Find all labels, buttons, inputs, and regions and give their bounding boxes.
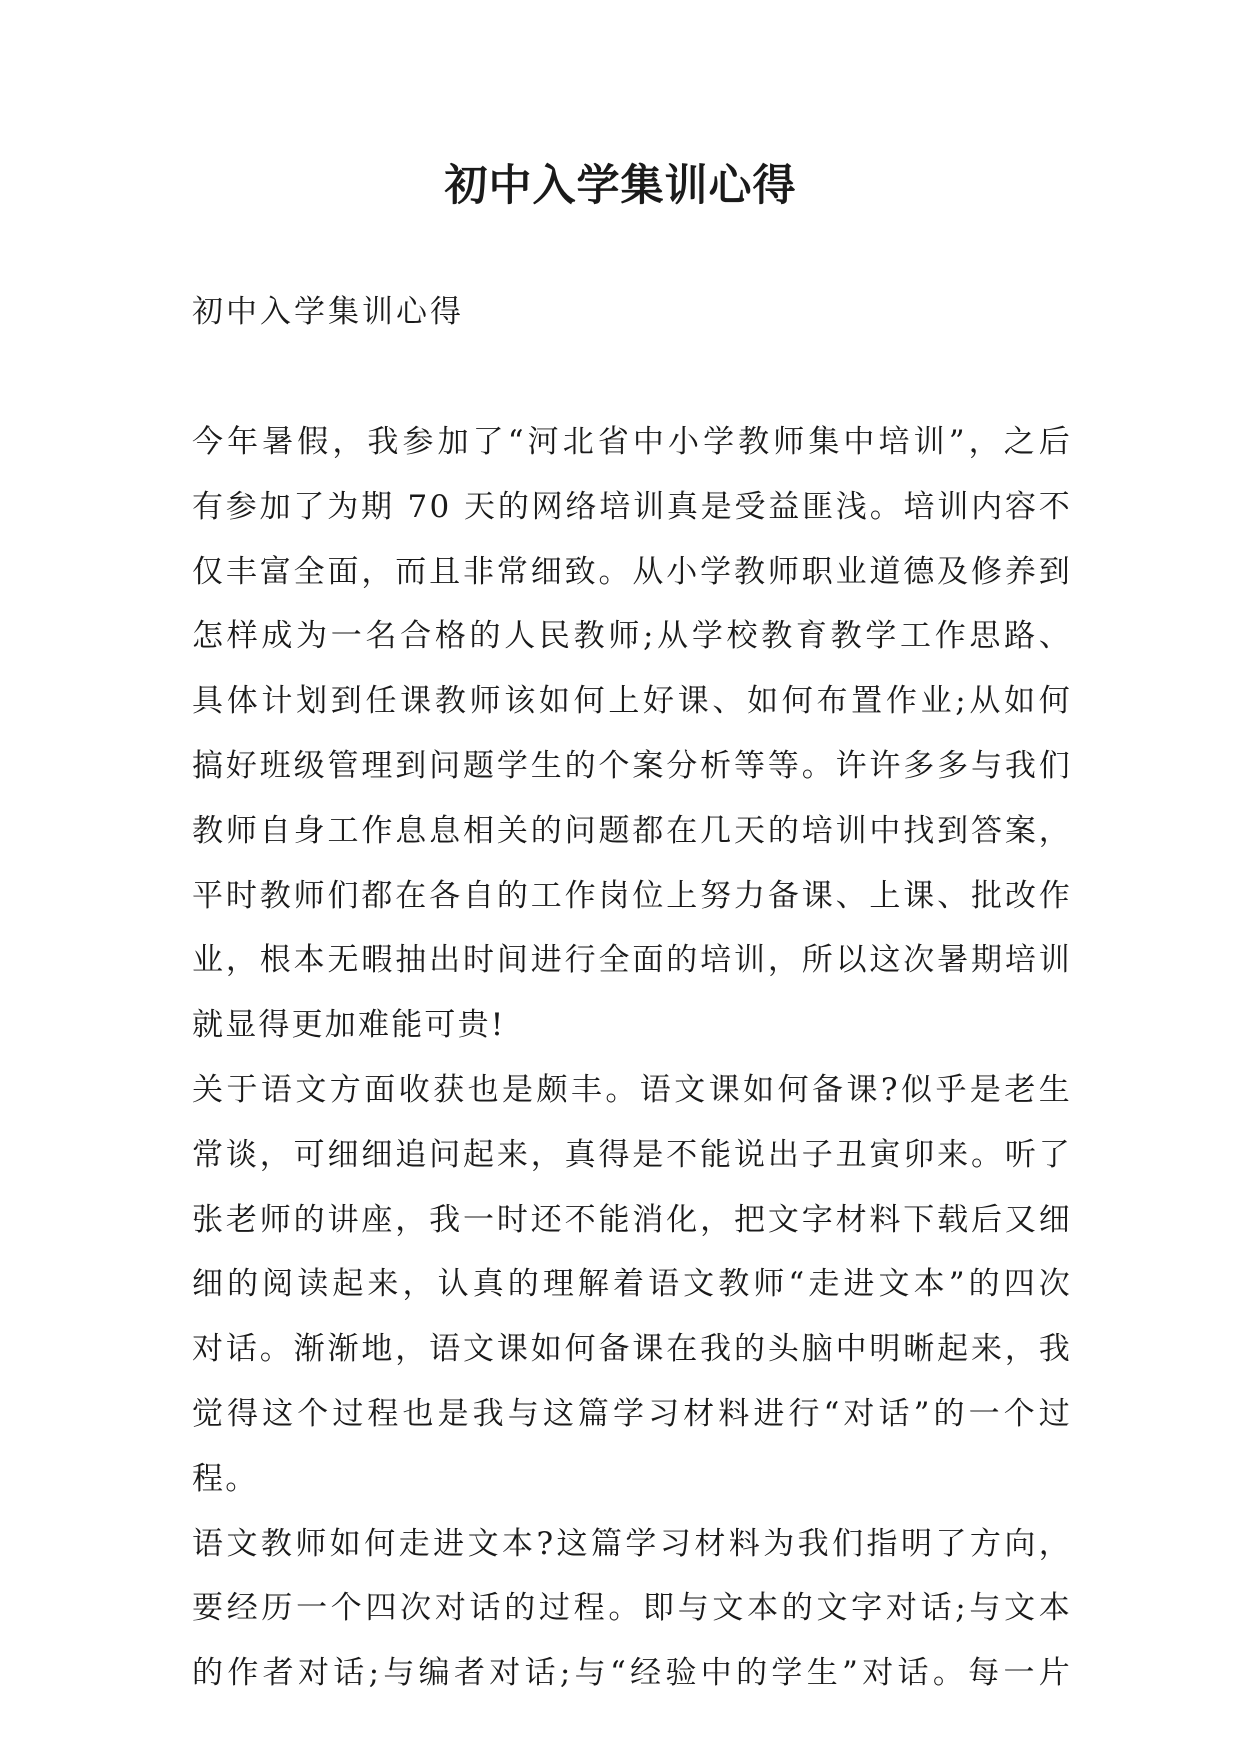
body-line: 仅丰富全面，而且非常细致。从小学教师职业道德及修养到 — [192, 553, 1072, 590]
document-body — [192, 410, 1072, 1706]
body-line: 对话。渐渐地，语文课如何备课在我的头脑中明晰起来，我 — [192, 1331, 1072, 1368]
body-line: 关于语文方面收获也是颇丰。语文课如何备课?似乎是老生 — [192, 1071, 1072, 1108]
document-title: 初中入学集训心得 — [444, 161, 797, 211]
body-line: 的作者对话;与编者对话;与“经验中的学生”对话。每一片 — [192, 1655, 1072, 1692]
body-line: 教师自身工作息息相关的问题都在几天的培训中找到答案， — [192, 812, 1072, 849]
body-line: 今年暑假，我参加了“河北省中小学教师集中培训”，之后 — [192, 424, 1072, 460]
body-line: 细的阅读起来，认真的理解着语文教师“走进文本”的四次 — [192, 1266, 1072, 1303]
body-line: 具体计划到任课教师该如何上好课、如何布置作业;从如何 — [192, 683, 1072, 720]
body-line: 张老师的讲座，我一时还不能消化，把文字材料下载后又细 — [192, 1201, 1072, 1238]
body-line: 要经历一个四次对话的过程。即与文本的文字对话;与文本 — [192, 1590, 1072, 1627]
body-line: 搞好班级管理到问题学生的个案分析等等。许许多多与我们 — [192, 747, 1072, 784]
body-line: 业，根本无暇抽出时间进行全面的培训，所以这次暑期培训 — [192, 942, 1072, 979]
body-line: 程。 — [192, 1460, 259, 1497]
body-line: 怎样成为一名合格的人民教师;从学校教育教学工作思路、 — [192, 618, 1072, 655]
body-line: 语文教师如何走进文本?这篇学习材料为我们指明了方向， — [192, 1525, 1072, 1562]
body-line: 常谈，可细细追问起来，真得是不能说出子丑寅卯来。听了 — [192, 1136, 1072, 1173]
body-line: 就显得更加难能可贵! — [192, 1007, 506, 1044]
body-line: 有参加了为期 70 天的网络培训真是受益匪浅。培训内容不 — [192, 488, 1072, 525]
document-subtitle: 初中入学集训心得 — [192, 294, 464, 330]
body-line: 平时教师们都在各自的工作岗位上努力备课、上课、批改作 — [192, 877, 1072, 914]
body-line: 觉得这个过程也是我与这篇学习材料进行“对话”的一个过 — [192, 1395, 1072, 1432]
